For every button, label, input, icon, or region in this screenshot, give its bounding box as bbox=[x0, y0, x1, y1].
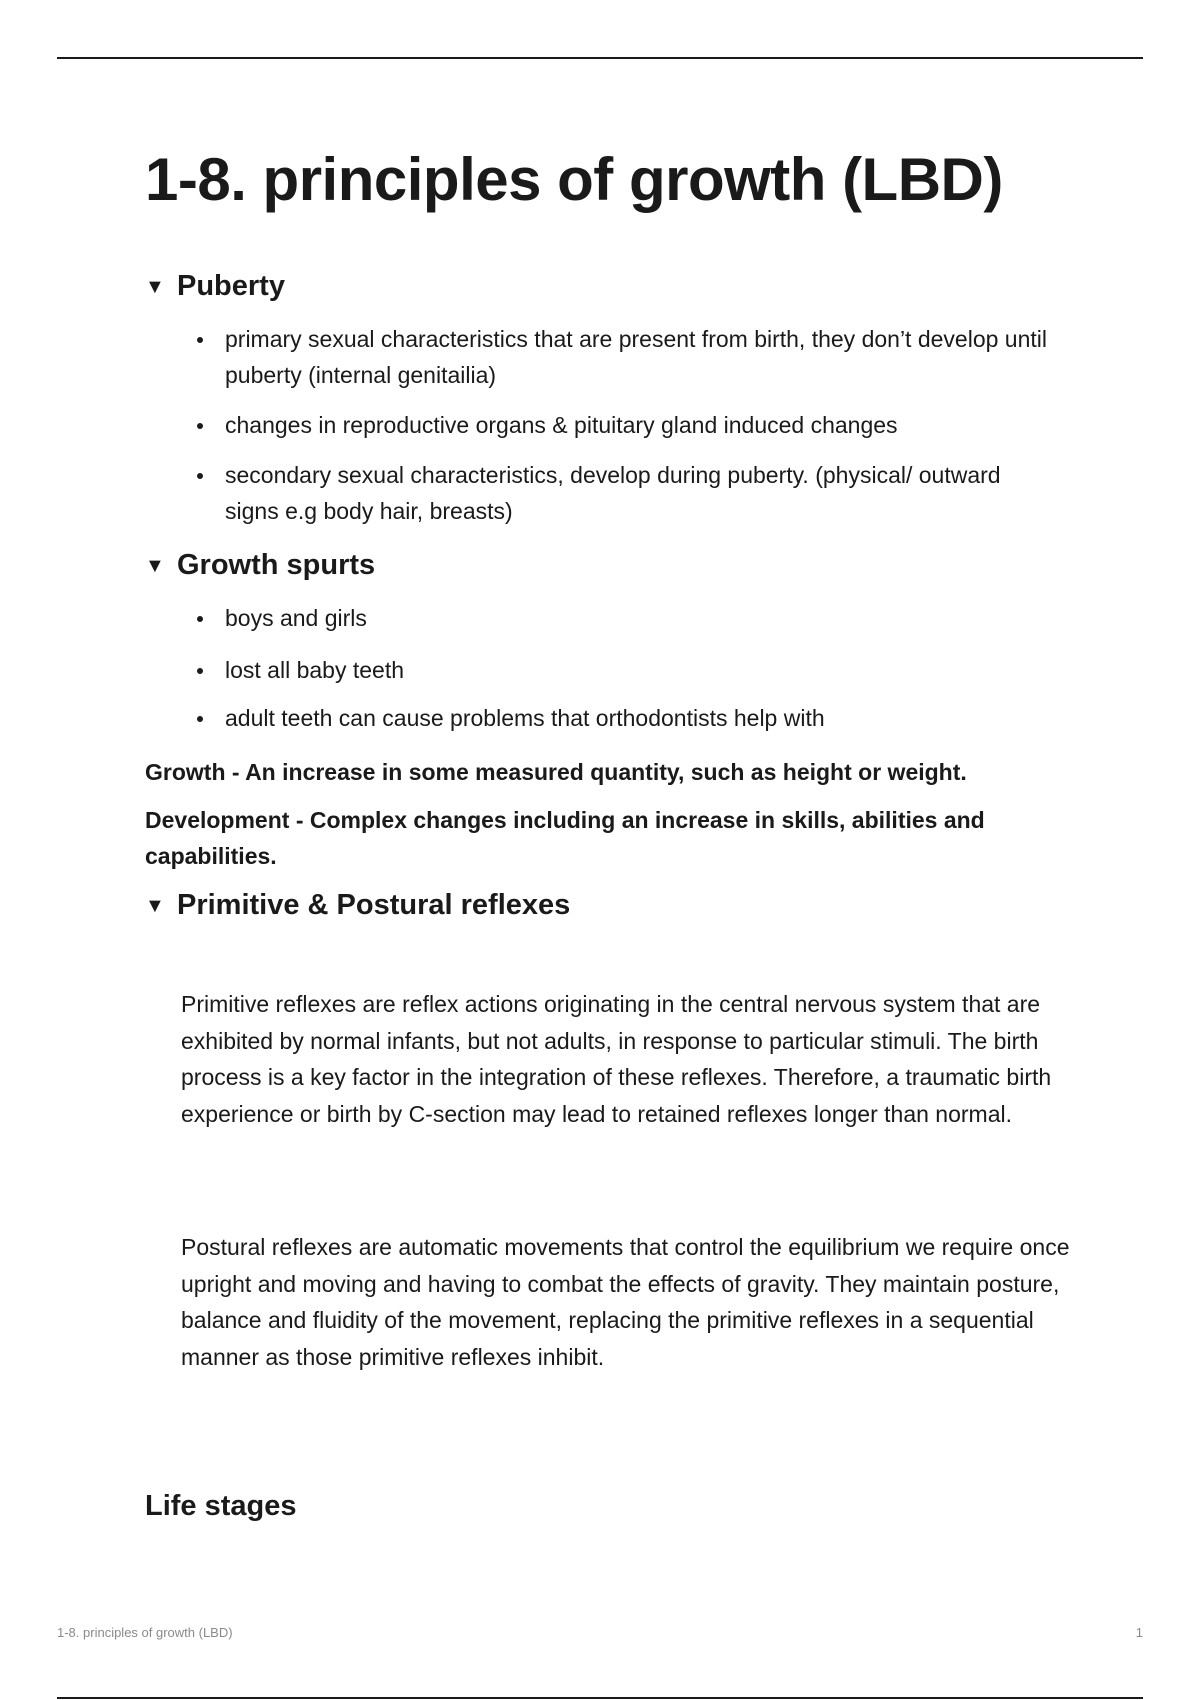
triangle-down-icon[interactable]: ▼ bbox=[145, 276, 165, 298]
growth-spurts-list bbox=[195, 600, 1055, 736]
growth-definition: Growth - An increase in some measured quantity, such as height or weight. bbox=[145, 759, 967, 785]
page-title: 1-8. principles of growth (LBD) bbox=[145, 146, 1003, 213]
list-item: lost all baby teeth bbox=[195, 652, 1055, 688]
toggle-heading-growth-spurts[interactable] bbox=[145, 547, 375, 583]
triangle-down-icon[interactable]: ▼ bbox=[145, 895, 165, 917]
toggle-heading-label: Puberty bbox=[177, 270, 285, 302]
footer-doc-title: 1-8. principles of growth (LBD) bbox=[57, 1625, 233, 1640]
list-item: adult teeth can cause problems that orthodontists help with bbox=[195, 700, 1055, 736]
bottom-divider bbox=[57, 1697, 1143, 1699]
toggle-heading-reflexes[interactable] bbox=[145, 887, 570, 923]
development-definition: Development - Complex changes including an increase in skills, abilities and capabilities. bbox=[145, 807, 985, 869]
toggle-heading-puberty[interactable] bbox=[145, 268, 285, 304]
list-item: boys and girls bbox=[195, 600, 1055, 636]
primitive-reflexes-paragraph: Primitive reflexes are reflex actions originating in the central nervous system that are exhibited by normal infants, but not adults, in response to particular stimuli. The birth process is a key factor in the integration of these reflexes. Therefore, a traumatic birth experience or birth by C-section may lead to retained reflexes longer than normal. bbox=[181, 991, 1052, 1127]
top-divider bbox=[57, 57, 1143, 59]
triangle-down-icon[interactable]: ▼ bbox=[145, 555, 165, 577]
toggle-heading-label: Primitive & Postural reflexes bbox=[177, 889, 571, 921]
toggle-heading-label: Growth spurts bbox=[177, 549, 376, 581]
puberty-list bbox=[195, 321, 1055, 529]
list-item: changes in reproductive organs & pituitary gland induced changes bbox=[195, 407, 1055, 443]
footer-page-number: 1 bbox=[1135, 1625, 1143, 1640]
life-stages-heading: Life stages bbox=[145, 1490, 297, 1522]
list-item: secondary sexual characteristics, develop during puberty. (physical/ outward signs e.g body hair, breasts) bbox=[195, 457, 1055, 529]
postural-reflexes-paragraph: Postural reflexes are automatic movements that control the equilibrium we require once upright and moving and having to combat the effects of gravity. They maintain posture, balance and fluidity of the movement, replacing the primitive reflexes in a sequential manner as those primitive reflexes inhibit. bbox=[181, 1234, 1070, 1370]
list-item: primary sexual characteristics that are present from birth, they don’t develop until puberty (internal genitailia) bbox=[195, 321, 1055, 393]
